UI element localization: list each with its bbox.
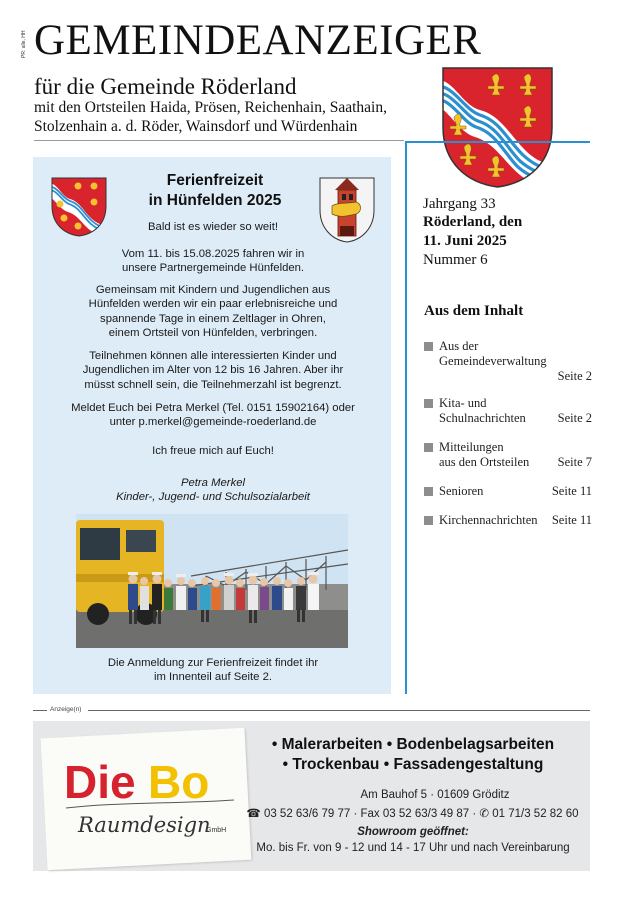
ad-hours: Mo. bis Fr. von 9 - 12 und 14 - 17 Uhr und nach Vereinbarung: [256, 842, 570, 854]
toc-page: Seite 2: [557, 411, 592, 425]
ad-showroom: Showroom geöffnet:: [357, 826, 469, 838]
issue-place: Röderland, den: [423, 214, 523, 230]
ad-address: Am Bauhof 5 · 01609 Gröditz: [360, 789, 510, 801]
toc-item[interactable]: Aus der Gemeindeverwaltung Seite 2: [424, 339, 594, 385]
ad-label: Anzeige(n): [50, 706, 82, 713]
logo-die: Die: [64, 756, 136, 808]
bullet-square-icon: [424, 342, 433, 351]
issue-number: Nummer 6: [423, 252, 488, 268]
toc-item[interactable]: Senioren Seite 11: [424, 484, 594, 500]
photo-caption: Die Anmeldung zur Ferienfreizeit findet ihr im Innenteil auf Seite 2.: [107, 657, 319, 684]
masthead-title: GEMEINDEANZEIGER: [34, 17, 482, 64]
promo-title-line1: Ferienfreizeit: [166, 172, 264, 189]
ad-label-rule: [88, 710, 590, 711]
logo-gmbh: GmbH: [206, 827, 227, 834]
ad-services-line2: • Trockenbau • Fassadengestaltung: [282, 756, 544, 773]
toc-heading: Aus dem Inhalt: [424, 303, 524, 319]
promo-signature: Petra Merkel Kinder-, Jugend- und Schulsozialarbeit: [116, 477, 310, 504]
toc-item[interactable]: Kita- und Schulnachrichten Seite 2: [424, 396, 594, 428]
bullet-square-icon: [424, 443, 433, 452]
toc-item[interactable]: Kirchennachrichten Seite 11: [424, 513, 594, 529]
issue-volume: Jahrgang 33: [423, 196, 496, 212]
toc-page: Seite 11: [551, 484, 592, 498]
masthead-districts-line2: Stolzenhain a. d. Röder, Wainsdorf und Würdenhain: [34, 118, 358, 135]
logo-raumdesign: Raumdesign: [78, 813, 211, 837]
diebo-logo: [56, 744, 241, 854]
promo-title-line2: in Hünfelden 2025: [148, 192, 282, 209]
bullet-square-icon: [424, 516, 433, 525]
bullet-square-icon: [424, 399, 433, 408]
promo-paragraph: Bald ist es wieder so weit!: [148, 221, 278, 233]
header-rule: [34, 140, 404, 141]
toc-item[interactable]: Mitteilungen aus den Ortsteilen Seite 7: [424, 440, 594, 472]
masthead-districts-line1: mit den Ortsteilen Haida, Prösen, Reichenhain, Saathain,: [34, 99, 387, 116]
issue-date: 11. Juni 2025: [423, 233, 507, 249]
promo-contact: Meldet Euch bei Petra Merkel (Tel. 0151 15902164) oder unter p.merkel@gemeinde-roederland.de: [71, 402, 355, 429]
sidebar-top-rule: [405, 141, 590, 143]
group-photo: [76, 514, 348, 648]
ad-services-line1: • Malerarbeiten • Bodenbelagsarbeiten: [271, 736, 555, 753]
promo-paragraph: Gemeinsam mit Kindern und Jugendlichen aus Hünfelden werden wir ein paar erlebnisreiche und spannende Tage in einem Zeltlager in Ohren, einem Ortsteil von Hünfelden, verbringen.: [88, 284, 338, 340]
promo-paragraph: Ich freue mich auf Euch!: [152, 445, 274, 457]
masthead-subtitle: für die Gemeinde Röderland: [34, 74, 297, 99]
municipal-crest-icon: [440, 65, 555, 190]
column-divider: [405, 141, 407, 694]
logo-bo: Bo: [148, 756, 210, 808]
toc-page: Seite 7: [557, 455, 592, 469]
ad-label-rule-left: [33, 710, 47, 711]
ad-phones: ☎ 03 52 63/6 79 77 · Fax 03 52 63/3 49 87 · ✆ 01 71/3 52 82 60: [246, 808, 579, 820]
promo-paragraph: Vom 11. bis 15.08.2025 fahren wir in unsere Partnergemeinde Hünfelden.: [121, 248, 305, 275]
bullet-square-icon: [424, 487, 433, 496]
print-code: PR: alle, HH: [21, 30, 27, 58]
toc-page: Seite 11: [551, 513, 592, 527]
promo-paragraph: Teilnehmen können alle interessierten Kinder und Jugendlichen im Alter von 12 bis 16 Jahren. Aber ihr müsst schnell sein, die Teilnehmerzahl ist begrenzt.: [82, 350, 344, 391]
toc-page: Seite 2: [557, 369, 592, 383]
